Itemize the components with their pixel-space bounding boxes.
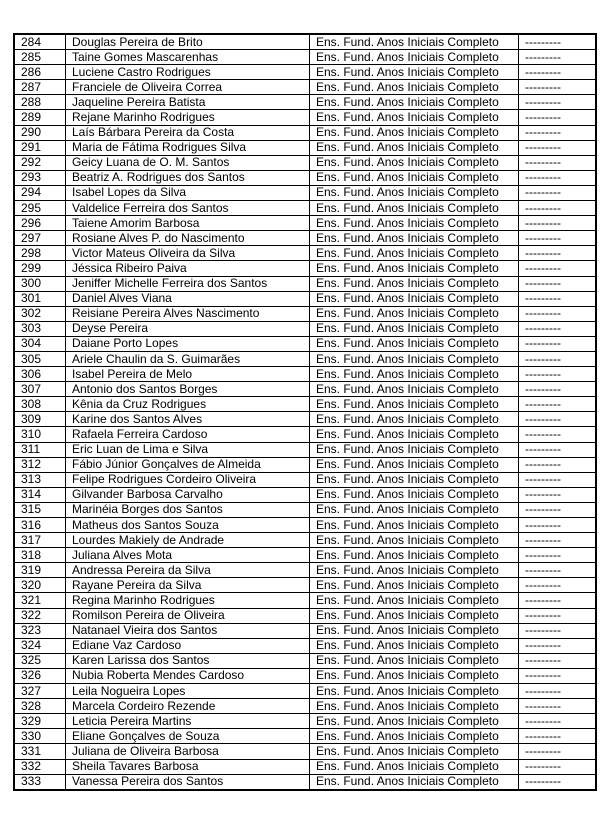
education-cell: Ens. Fund. Anos Iniciais Completo bbox=[310, 653, 519, 668]
table-row bbox=[14, 306, 596, 321]
education-cell: Ens. Fund. Anos Iniciais Completo bbox=[310, 427, 519, 442]
row-number-cell: 325 bbox=[14, 653, 66, 668]
name-cell: Marcela Cordeiro Rezende bbox=[66, 699, 310, 714]
education-cell: Ens. Fund. Anos Iniciais Completo bbox=[310, 201, 519, 216]
row-number-cell: 288 bbox=[14, 95, 66, 110]
education-cell: Ens. Fund. Anos Iniciais Completo bbox=[310, 185, 519, 200]
status-cell: --------- bbox=[519, 563, 597, 578]
table-row bbox=[14, 442, 596, 457]
row-number-cell: 304 bbox=[14, 336, 66, 351]
education-cell: Ens. Fund. Anos Iniciais Completo bbox=[310, 744, 519, 759]
status-cell: --------- bbox=[519, 155, 597, 170]
row-number-cell: 330 bbox=[14, 729, 66, 744]
status-cell: --------- bbox=[519, 216, 597, 231]
name-cell: Sheila Tavares Barbosa bbox=[66, 759, 310, 774]
table-row bbox=[14, 155, 596, 170]
name-cell: Taine Gomes Mascarenhas bbox=[66, 50, 310, 65]
row-number-cell: 318 bbox=[14, 548, 66, 563]
table-row bbox=[14, 759, 596, 774]
name-cell: Gilvander Barbosa Carvalho bbox=[66, 487, 310, 502]
name-cell: Jaqueline Pereira Batista bbox=[66, 95, 310, 110]
status-cell: --------- bbox=[519, 533, 597, 548]
status-cell: --------- bbox=[519, 623, 597, 638]
education-cell: Ens. Fund. Anos Iniciais Completo bbox=[310, 548, 519, 563]
name-cell: Marinéia Borges dos Santos bbox=[66, 502, 310, 517]
education-cell: Ens. Fund. Anos Iniciais Completo bbox=[310, 759, 519, 774]
row-number-cell: 333 bbox=[14, 774, 66, 790]
records-table-body bbox=[14, 34, 596, 790]
status-cell: --------- bbox=[519, 125, 597, 140]
name-cell: Luciene Castro Rodrigues bbox=[66, 65, 310, 80]
row-number-cell: 285 bbox=[14, 50, 66, 65]
row-number-cell: 323 bbox=[14, 623, 66, 638]
name-cell: Leticia Pereira Martins bbox=[66, 714, 310, 729]
name-cell: Regina Marinho Rodrigues bbox=[66, 593, 310, 608]
row-number-cell: 310 bbox=[14, 427, 66, 442]
status-cell: --------- bbox=[519, 744, 597, 759]
education-cell: Ens. Fund. Anos Iniciais Completo bbox=[310, 170, 519, 185]
status-cell: --------- bbox=[519, 638, 597, 653]
table-row bbox=[14, 412, 596, 427]
status-cell: --------- bbox=[519, 684, 597, 699]
education-cell: Ens. Fund. Anos Iniciais Completo bbox=[310, 578, 519, 593]
name-cell: Valdelice Ferreira dos Santos bbox=[66, 201, 310, 216]
education-cell: Ens. Fund. Anos Iniciais Completo bbox=[310, 367, 519, 382]
row-number-cell: 297 bbox=[14, 231, 66, 246]
table-row bbox=[14, 699, 596, 714]
name-cell: Deyse Pereira bbox=[66, 321, 310, 336]
name-cell: Daniel Alves Viana bbox=[66, 291, 310, 306]
name-cell: Daiane Porto Lopes bbox=[66, 336, 310, 351]
table-row bbox=[14, 80, 596, 95]
table-row bbox=[14, 110, 596, 125]
education-cell: Ens. Fund. Anos Iniciais Completo bbox=[310, 291, 519, 306]
name-cell: Eric Luan de Lima e Silva bbox=[66, 442, 310, 457]
status-cell: --------- bbox=[519, 714, 597, 729]
name-cell: Ediane Vaz Cardoso bbox=[66, 638, 310, 653]
name-cell: Romilson Pereira de Oliveira bbox=[66, 608, 310, 623]
education-cell: Ens. Fund. Anos Iniciais Completo bbox=[310, 729, 519, 744]
education-cell: Ens. Fund. Anos Iniciais Completo bbox=[310, 34, 519, 50]
table-row bbox=[14, 34, 596, 50]
name-cell: Antonio dos Santos Borges bbox=[66, 382, 310, 397]
education-cell: Ens. Fund. Anos Iniciais Completo bbox=[310, 623, 519, 638]
status-cell: --------- bbox=[519, 442, 597, 457]
status-cell: --------- bbox=[519, 321, 597, 336]
row-number-cell: 321 bbox=[14, 593, 66, 608]
name-cell: Eliane Gonçalves de Souza bbox=[66, 729, 310, 744]
row-number-cell: 302 bbox=[14, 306, 66, 321]
table-row bbox=[14, 774, 596, 790]
education-cell: Ens. Fund. Anos Iniciais Completo bbox=[310, 261, 519, 276]
table-row bbox=[14, 518, 596, 533]
row-number-cell: 313 bbox=[14, 472, 66, 487]
table-row bbox=[14, 593, 596, 608]
name-cell: Reisiane Pereira Alves Nascimento bbox=[66, 306, 310, 321]
status-cell: --------- bbox=[519, 593, 597, 608]
name-cell: Natanael Vieira dos Santos bbox=[66, 623, 310, 638]
name-cell: Isabel Pereira de Melo bbox=[66, 367, 310, 382]
name-cell: Rafaela Ferreira Cardoso bbox=[66, 427, 310, 442]
name-cell: Beatriz A. Rodrigues dos Santos bbox=[66, 170, 310, 185]
name-cell: Maria de Fátima Rodrigues Silva bbox=[66, 140, 310, 155]
row-number-cell: 314 bbox=[14, 487, 66, 502]
table-row bbox=[14, 472, 596, 487]
status-cell: --------- bbox=[519, 412, 597, 427]
row-number-cell: 306 bbox=[14, 367, 66, 382]
table-row bbox=[14, 216, 596, 231]
education-cell: Ens. Fund. Anos Iniciais Completo bbox=[310, 714, 519, 729]
status-cell: --------- bbox=[519, 397, 597, 412]
name-cell: Leila Nogueira Lopes bbox=[66, 684, 310, 699]
row-number-cell: 327 bbox=[14, 684, 66, 699]
row-number-cell: 287 bbox=[14, 80, 66, 95]
name-cell: Geicy Luana de O. M. Santos bbox=[66, 155, 310, 170]
row-number-cell: 292 bbox=[14, 155, 66, 170]
status-cell: --------- bbox=[519, 653, 597, 668]
name-cell: Felipe Rodrigues Cordeiro Oliveira bbox=[66, 472, 310, 487]
row-number-cell: 326 bbox=[14, 668, 66, 683]
name-cell: Karen Larissa dos Santos bbox=[66, 653, 310, 668]
status-cell: --------- bbox=[519, 80, 597, 95]
table-row bbox=[14, 382, 596, 397]
name-cell: Isabel Lopes da Silva bbox=[66, 185, 310, 200]
status-cell: --------- bbox=[519, 472, 597, 487]
education-cell: Ens. Fund. Anos Iniciais Completo bbox=[310, 412, 519, 427]
row-number-cell: 295 bbox=[14, 201, 66, 216]
education-cell: Ens. Fund. Anos Iniciais Completo bbox=[310, 351, 519, 366]
status-cell: --------- bbox=[519, 668, 597, 683]
table-row bbox=[14, 125, 596, 140]
education-cell: Ens. Fund. Anos Iniciais Completo bbox=[310, 80, 519, 95]
status-cell: --------- bbox=[519, 518, 597, 533]
row-number-cell: 332 bbox=[14, 759, 66, 774]
row-number-cell: 320 bbox=[14, 578, 66, 593]
status-cell: --------- bbox=[519, 578, 597, 593]
name-cell: Jeniffer Michelle Ferreira dos Santos bbox=[66, 276, 310, 291]
education-cell: Ens. Fund. Anos Iniciais Completo bbox=[310, 638, 519, 653]
row-number-cell: 319 bbox=[14, 563, 66, 578]
status-cell: --------- bbox=[519, 246, 597, 261]
status-cell: --------- bbox=[519, 50, 597, 65]
name-cell: Fábio Júnior Gonçalves de Almeida bbox=[66, 457, 310, 472]
row-number-cell: 329 bbox=[14, 714, 66, 729]
table-row bbox=[14, 201, 596, 216]
status-cell: --------- bbox=[519, 367, 597, 382]
row-number-cell: 328 bbox=[14, 699, 66, 714]
name-cell: Taiene Amorim Barbosa bbox=[66, 216, 310, 231]
table-row bbox=[14, 291, 596, 306]
status-cell: --------- bbox=[519, 140, 597, 155]
education-cell: Ens. Fund. Anos Iniciais Completo bbox=[310, 457, 519, 472]
table-row bbox=[14, 231, 596, 246]
table-row bbox=[14, 684, 596, 699]
table-row bbox=[14, 563, 596, 578]
education-cell: Ens. Fund. Anos Iniciais Completo bbox=[310, 65, 519, 80]
name-cell: Lourdes Makiely de Andrade bbox=[66, 533, 310, 548]
status-cell: --------- bbox=[519, 306, 597, 321]
row-number-cell: 309 bbox=[14, 412, 66, 427]
education-cell: Ens. Fund. Anos Iniciais Completo bbox=[310, 563, 519, 578]
status-cell: --------- bbox=[519, 759, 597, 774]
table-row bbox=[14, 95, 596, 110]
name-cell: Rosiane Alves P. do Nascimento bbox=[66, 231, 310, 246]
education-cell: Ens. Fund. Anos Iniciais Completo bbox=[310, 593, 519, 608]
name-cell: Nubia Roberta Mendes Cardoso bbox=[66, 668, 310, 683]
table-row bbox=[14, 487, 596, 502]
name-cell: Vanessa Pereira dos Santos bbox=[66, 774, 310, 790]
education-cell: Ens. Fund. Anos Iniciais Completo bbox=[310, 608, 519, 623]
education-cell: Ens. Fund. Anos Iniciais Completo bbox=[310, 321, 519, 336]
education-cell: Ens. Fund. Anos Iniciais Completo bbox=[310, 246, 519, 261]
status-cell: --------- bbox=[519, 502, 597, 517]
table-row bbox=[14, 140, 596, 155]
row-number-cell: 294 bbox=[14, 185, 66, 200]
status-cell: --------- bbox=[519, 185, 597, 200]
education-cell: Ens. Fund. Anos Iniciais Completo bbox=[310, 336, 519, 351]
status-cell: --------- bbox=[519, 351, 597, 366]
name-cell: Franciele de Oliveira Correa bbox=[66, 80, 310, 95]
education-cell: Ens. Fund. Anos Iniciais Completo bbox=[310, 306, 519, 321]
row-number-cell: 311 bbox=[14, 442, 66, 457]
table-row bbox=[14, 457, 596, 472]
education-cell: Ens. Fund. Anos Iniciais Completo bbox=[310, 276, 519, 291]
name-cell: Victor Mateus Oliveira da Silva bbox=[66, 246, 310, 261]
status-cell: --------- bbox=[519, 382, 597, 397]
table-row bbox=[14, 246, 596, 261]
name-cell: Kênia da Cruz Rodrigues bbox=[66, 397, 310, 412]
education-cell: Ens. Fund. Anos Iniciais Completo bbox=[310, 382, 519, 397]
status-cell: --------- bbox=[519, 276, 597, 291]
name-cell: Laís Bárbara Pereira da Costa bbox=[66, 125, 310, 140]
row-number-cell: 324 bbox=[14, 638, 66, 653]
row-number-cell: 291 bbox=[14, 140, 66, 155]
table-row bbox=[14, 714, 596, 729]
row-number-cell: 317 bbox=[14, 533, 66, 548]
education-cell: Ens. Fund. Anos Iniciais Completo bbox=[310, 699, 519, 714]
education-cell: Ens. Fund. Anos Iniciais Completo bbox=[310, 110, 519, 125]
table-row bbox=[14, 261, 596, 276]
education-cell: Ens. Fund. Anos Iniciais Completo bbox=[310, 442, 519, 457]
records-table bbox=[13, 33, 597, 791]
row-number-cell: 293 bbox=[14, 170, 66, 185]
row-number-cell: 299 bbox=[14, 261, 66, 276]
name-cell: Douglas Pereira de Brito bbox=[66, 34, 310, 50]
name-cell: Karine dos Santos Alves bbox=[66, 412, 310, 427]
status-cell: --------- bbox=[519, 457, 597, 472]
row-number-cell: 315 bbox=[14, 502, 66, 517]
table-row bbox=[14, 744, 596, 759]
table-row bbox=[14, 170, 596, 185]
status-cell: --------- bbox=[519, 110, 597, 125]
status-cell: --------- bbox=[519, 548, 597, 563]
table-row bbox=[14, 276, 596, 291]
name-cell: Jéssica Ribeiro Paiva bbox=[66, 261, 310, 276]
row-number-cell: 289 bbox=[14, 110, 66, 125]
education-cell: Ens. Fund. Anos Iniciais Completo bbox=[310, 774, 519, 790]
row-number-cell: 301 bbox=[14, 291, 66, 306]
status-cell: --------- bbox=[519, 699, 597, 714]
status-cell: --------- bbox=[519, 170, 597, 185]
table-row bbox=[14, 608, 596, 623]
table-row bbox=[14, 336, 596, 351]
table-row bbox=[14, 638, 596, 653]
row-number-cell: 290 bbox=[14, 125, 66, 140]
status-cell: --------- bbox=[519, 487, 597, 502]
education-cell: Ens. Fund. Anos Iniciais Completo bbox=[310, 397, 519, 412]
row-number-cell: 307 bbox=[14, 382, 66, 397]
education-cell: Ens. Fund. Anos Iniciais Completo bbox=[310, 140, 519, 155]
table-row bbox=[14, 351, 596, 366]
name-cell: Matheus dos Santos Souza bbox=[66, 518, 310, 533]
education-cell: Ens. Fund. Anos Iniciais Completo bbox=[310, 125, 519, 140]
table-row bbox=[14, 578, 596, 593]
status-cell: --------- bbox=[519, 201, 597, 216]
name-cell: Juliana Alves Mota bbox=[66, 548, 310, 563]
status-cell: --------- bbox=[519, 729, 597, 744]
table-row bbox=[14, 668, 596, 683]
table-row bbox=[14, 729, 596, 744]
row-number-cell: 305 bbox=[14, 351, 66, 366]
status-cell: --------- bbox=[519, 231, 597, 246]
row-number-cell: 331 bbox=[14, 744, 66, 759]
status-cell: --------- bbox=[519, 261, 597, 276]
row-number-cell: 300 bbox=[14, 276, 66, 291]
education-cell: Ens. Fund. Anos Iniciais Completo bbox=[310, 502, 519, 517]
table-row bbox=[14, 623, 596, 638]
row-number-cell: 298 bbox=[14, 246, 66, 261]
name-cell: Andressa Pereira da Silva bbox=[66, 563, 310, 578]
status-cell: --------- bbox=[519, 336, 597, 351]
table-row bbox=[14, 548, 596, 563]
row-number-cell: 322 bbox=[14, 608, 66, 623]
status-cell: --------- bbox=[519, 65, 597, 80]
education-cell: Ens. Fund. Anos Iniciais Completo bbox=[310, 518, 519, 533]
row-number-cell: 284 bbox=[14, 34, 66, 50]
table-row bbox=[14, 50, 596, 65]
status-cell: --------- bbox=[519, 608, 597, 623]
education-cell: Ens. Fund. Anos Iniciais Completo bbox=[310, 684, 519, 699]
name-cell: Ariele Chaulin da S. Guimarães bbox=[66, 351, 310, 366]
status-cell: --------- bbox=[519, 774, 597, 790]
education-cell: Ens. Fund. Anos Iniciais Completo bbox=[310, 487, 519, 502]
row-number-cell: 286 bbox=[14, 65, 66, 80]
education-cell: Ens. Fund. Anos Iniciais Completo bbox=[310, 50, 519, 65]
name-cell: Rejane Marinho Rodrigues bbox=[66, 110, 310, 125]
row-number-cell: 296 bbox=[14, 216, 66, 231]
table-row bbox=[14, 653, 596, 668]
education-cell: Ens. Fund. Anos Iniciais Completo bbox=[310, 216, 519, 231]
table-row bbox=[14, 397, 596, 412]
table-row bbox=[14, 427, 596, 442]
education-cell: Ens. Fund. Anos Iniciais Completo bbox=[310, 231, 519, 246]
row-number-cell: 303 bbox=[14, 321, 66, 336]
table-row bbox=[14, 185, 596, 200]
table-row bbox=[14, 533, 596, 548]
education-cell: Ens. Fund. Anos Iniciais Completo bbox=[310, 155, 519, 170]
table-row bbox=[14, 502, 596, 517]
status-cell: --------- bbox=[519, 95, 597, 110]
status-cell: --------- bbox=[519, 291, 597, 306]
education-cell: Ens. Fund. Anos Iniciais Completo bbox=[310, 95, 519, 110]
name-cell: Rayane Pereira da Silva bbox=[66, 578, 310, 593]
table-row bbox=[14, 367, 596, 382]
name-cell: Juliana de Oliveira Barbosa bbox=[66, 744, 310, 759]
status-cell: --------- bbox=[519, 34, 597, 50]
table-row bbox=[14, 65, 596, 80]
education-cell: Ens. Fund. Anos Iniciais Completo bbox=[310, 533, 519, 548]
row-number-cell: 308 bbox=[14, 397, 66, 412]
status-cell: --------- bbox=[519, 427, 597, 442]
row-number-cell: 312 bbox=[14, 457, 66, 472]
table-row bbox=[14, 321, 596, 336]
education-cell: Ens. Fund. Anos Iniciais Completo bbox=[310, 472, 519, 487]
row-number-cell: 316 bbox=[14, 518, 66, 533]
education-cell: Ens. Fund. Anos Iniciais Completo bbox=[310, 668, 519, 683]
